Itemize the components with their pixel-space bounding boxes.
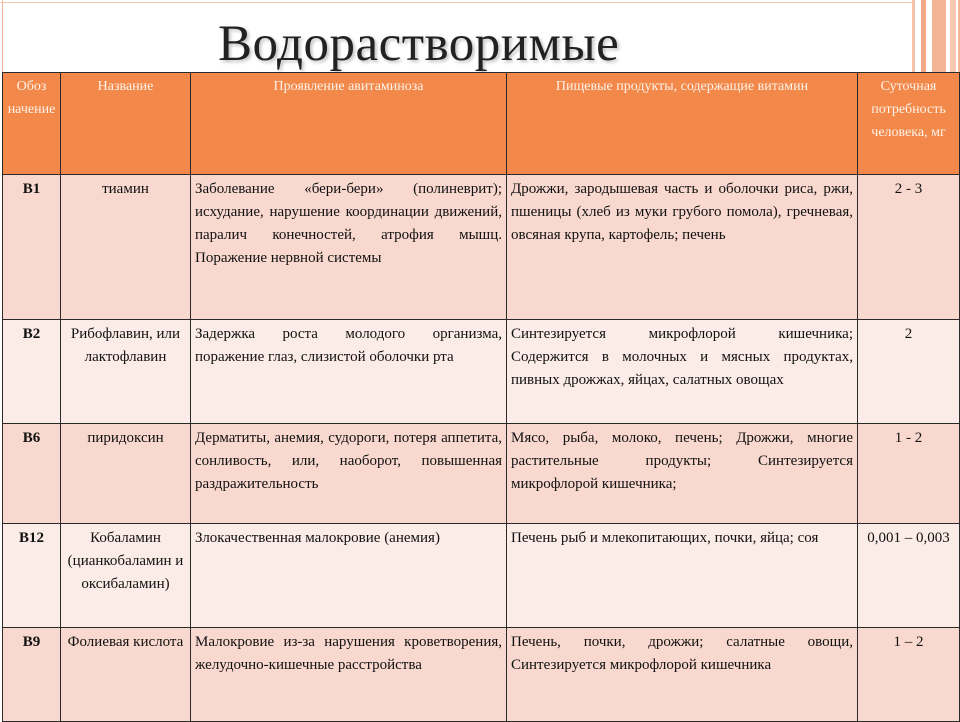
cell-code: B12: [3, 524, 61, 628]
header-symptoms: Проявление авитаминоза: [191, 73, 507, 175]
cell-daily: 1 – 2: [858, 628, 960, 722]
header-code: Обоз начение: [3, 73, 61, 175]
page-title: Водорастворимые: [218, 16, 620, 72]
cell-code: B2: [3, 320, 61, 424]
cell-foods: Мясо, рыба, молоко, печень; Дрожжи, многие растительные продукты; Синтезируется микрофлорой кишечника;: [507, 424, 858, 524]
cell-daily: 2: [858, 320, 960, 424]
cell-name: Рибофлавин, или лактофлавин: [61, 320, 191, 424]
header-daily: Суточная потребность человека, мг: [858, 73, 960, 175]
cell-symptoms: Злокачественная малокровие (анемия): [191, 524, 507, 628]
table-row: [3, 424, 960, 524]
frame-line: [0, 2, 912, 3]
cell-code: B6: [3, 424, 61, 524]
cell-foods: Дрожжи, зародышевая часть и оболочки риса, ржи, пшеницы (хлеб из муки грубого помола), гречневая, овсяная крупа, картофель; печень: [507, 175, 858, 320]
cell-foods: Синтезируется микрофлорой кишечника; Содержится в молочных и мясных продуктах, пивных дрожжах, яйцах, салатных овощах: [507, 320, 858, 424]
cell-symptoms: Заболевание «бери-бери» (полиневрит); исхудание, нарушение координации движений, паралич конечностей, атрофия мышц. Поражение нервной системы: [191, 175, 507, 320]
header-foods: Пищевые продукты, содержащие витамин: [507, 73, 858, 175]
cell-daily: 2 - 3: [858, 175, 960, 320]
cell-symptoms: Задержка роста молодого организма, поражение глаз, слизистой оболочки рта: [191, 320, 507, 424]
cell-foods: Печень, почки, дрожжи; салатные овощи, Синтезируется микрофлорой кишечника: [507, 628, 858, 722]
header-name: Название: [61, 73, 191, 175]
cell-code: B9: [3, 628, 61, 722]
cell-name: Кобаламин (цианкобаламин и оксибаламин): [61, 524, 191, 628]
table-row: [3, 175, 960, 320]
vitamin-table: [2, 72, 960, 722]
cell-foods: Печень рыб и млекопитающих, почки, яйца; соя: [507, 524, 858, 628]
frame-line: [2, 0, 3, 72]
table-row: [3, 524, 960, 628]
cell-name: пиридоксин: [61, 424, 191, 524]
cell-code: B1: [3, 175, 61, 320]
cell-symptoms: Дерматиты, анемия, судороги, потеря аппетита, сонливость, или, наоборот, повышенная раздражительность: [191, 424, 507, 524]
cell-daily: 1 - 2: [858, 424, 960, 524]
cell-name: Фолиевая кислота: [61, 628, 191, 722]
table-row: [3, 320, 960, 424]
table-header-row: [3, 73, 960, 175]
table-row: [3, 628, 960, 722]
cell-name: тиамин: [61, 175, 191, 320]
cell-symptoms: Малокровие из-за нарушения кроветворения, желудочно-кишечные расстройства: [191, 628, 507, 722]
cell-daily: 0,001 – 0,003: [858, 524, 960, 628]
